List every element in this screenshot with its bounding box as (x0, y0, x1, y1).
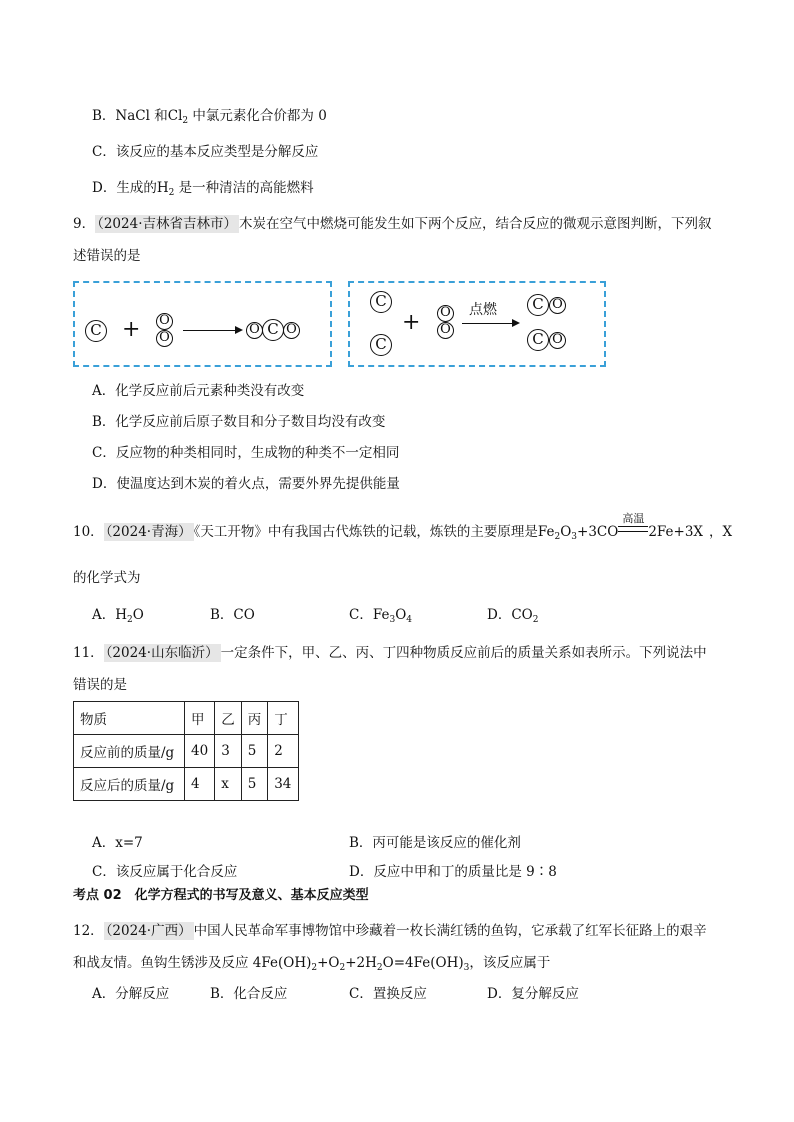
carbon-atom: C (370, 334, 392, 356)
q12-option-a: A．分解反应 (92, 986, 170, 1002)
q8-option-d: D．生成的$H_2$ 是一种清洁的高能燃料 (92, 180, 314, 198)
q10-option-b: B．CO (210, 607, 255, 623)
equation-condition: 高温 (618, 522, 648, 542)
oxygen-atom: O (549, 332, 566, 349)
q10-source-tag: （2024·青海） (105, 524, 192, 540)
q12-option-b: B．化合反应 (210, 986, 288, 1002)
q8-option-b: B．NaCl 和$Cl_2$ 中氯元素化合价都为 0 (92, 108, 327, 126)
plus-sign: + (402, 310, 421, 335)
section-heading: 考点 02 化学方程式的书写及意义、基本反应类型 (73, 888, 369, 903)
table-cell: 40 (185, 735, 215, 768)
q12-stem-line2: 和战友情。鱼钩生锈涉及反应 $4Fe(OH)_2+O_2+2H_2O=4Fe(OH)_3$，该反应属于 (73, 955, 551, 973)
q10-option-d: D．$CO_2$ (487, 607, 539, 625)
table-cell: x (215, 768, 242, 801)
q9-source-tag: （2024·吉林省吉林市） (97, 216, 237, 232)
table-cell: 3 (215, 735, 242, 768)
q10-stem-line1: 10． （2024·青海） 《天工开物》中有我国古代炼铁的记载，炼铁的主要原理是$Fe_2O_3+3CO$ 高温 2Fe+3X ，X (73, 512, 733, 542)
q12-stem-line1: 12． （2024·广西） 中国人民革命军事博物馆中珍藏着一枚长满红锈的鱼钩，它承载了红军长征路上的艰辛 (73, 923, 707, 939)
q9-option-d: D．使温度达到木炭的着火点，需要外界先提供能量 (92, 476, 400, 492)
carbon-atom: C (85, 320, 107, 342)
reaction-arrow (462, 323, 518, 324)
q11-option-a: A．x=7 (92, 835, 143, 851)
oxygen-atom: O (437, 322, 454, 339)
q8-option-c: C．该反应的基本反应类型是分解反应 (92, 144, 319, 160)
carbon-atom: C (262, 319, 284, 341)
oxygen-atom: O (283, 322, 300, 339)
carbon-atom: C (527, 294, 549, 316)
oxygen-atom: O (246, 322, 263, 339)
table-header-cell: 甲 (185, 702, 215, 735)
q12-option-c: C．置换反应 (349, 986, 427, 1002)
q11-source-tag: （2024·山东临沂） (105, 645, 219, 661)
q10-option-c: C．$Fe_3O_4$ (349, 607, 413, 625)
oxygen-atom: O (549, 297, 566, 314)
carbon-atom: C (370, 291, 392, 313)
q10-option-a: A．$H_2O$ (92, 607, 144, 625)
table-header-cell: 物质 (74, 702, 185, 735)
table-header-cell: 乙 (215, 702, 242, 735)
table-cell: 反应前的质量/g (74, 735, 185, 768)
reaction-diagram-1 (73, 281, 332, 367)
table-row (74, 735, 299, 768)
q9-stem-line1: 9． （2024·吉林省吉林市） 木炭在空气中燃烧可能发生如下两个反应，结合反应的微观示意图判断，下列叙 (73, 216, 712, 232)
q9-option-a: A．化学反应前后元素种类没有改变 (92, 383, 305, 399)
q10-stem-line2: 的化学式为 (73, 570, 141, 586)
reaction-arrow (183, 330, 241, 331)
q11-option-d: D．反应中甲和丁的质量比是 9∶8 (349, 864, 557, 880)
q11-option-b: B．丙可能是该反应的催化剂 (349, 835, 521, 851)
table-cell: 4 (185, 768, 215, 801)
carbon-atom: C (527, 329, 549, 351)
table-cell: 5 (241, 768, 268, 801)
oxygen-atom: O (156, 330, 173, 347)
table-cell: 反应后的质量/g (74, 768, 185, 801)
table-header-cell: 丙 (241, 702, 268, 735)
q9-stem-line2: 述错误的是 (73, 248, 141, 264)
q12-option-d: D．复分解反应 (487, 986, 579, 1002)
table-cell: 5 (241, 735, 268, 768)
q11-stem-line1: 11． （2024·山东临沂） 一定条件下，甲、乙、丙、丁四种物质反应前后的质量关系如表所示。下列说法中 (73, 645, 707, 661)
mass-table (73, 701, 299, 801)
table-cell: 34 (268, 768, 299, 801)
q12-source-tag: （2024·广西） (105, 923, 192, 939)
ignition-condition: 点燃 (469, 302, 497, 318)
q9-option-b: B．化学反应前后原子数目和分子数目均没有改变 (92, 414, 386, 430)
q11-option-c: C．该反应属于化合反应 (92, 864, 238, 880)
table-cell: 2 (268, 735, 299, 768)
iron-smelting-equation: $Fe_2O_3+3CO$ 高温 2Fe+3X (537, 512, 704, 542)
oxygen-atom: O (156, 313, 173, 330)
table-row (74, 768, 299, 801)
q11-stem-line2: 错误的是 (73, 677, 127, 693)
reaction-diagram-2 (348, 281, 606, 367)
oxygen-atom: O (437, 305, 454, 322)
table-header-row (74, 702, 299, 735)
table-header-cell: 丁 (268, 702, 299, 735)
plus-sign: + (122, 317, 141, 342)
q9-option-c: C．反应物的种类相同时，生成物的种类不一定相同 (92, 445, 400, 461)
